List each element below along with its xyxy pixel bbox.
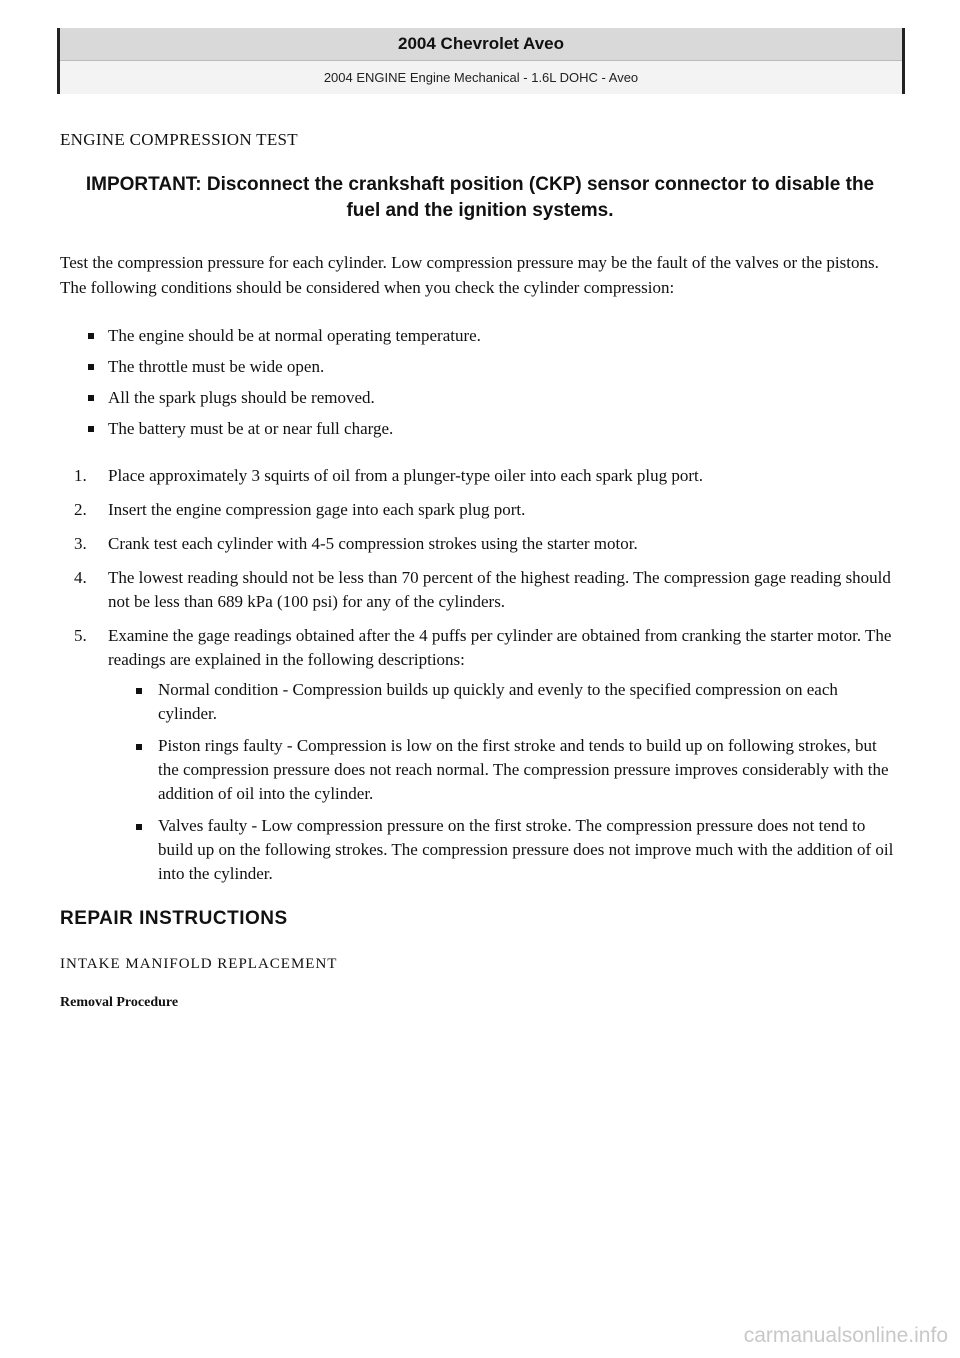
procedure-title: Removal Procedure: [60, 995, 179, 1010]
list-item: [88, 320, 900, 351]
subsection-title: INTAKE MANIFOLD REPLACEMENT: [60, 956, 338, 972]
step-item: [60, 464, 900, 488]
step-number: 1.: [74, 466, 87, 485]
watermark: carmanualsonline.info: [743, 1324, 948, 1347]
bullet-icon: [88, 364, 94, 370]
step-number: 5.: [74, 626, 87, 645]
step-number: 4.: [74, 568, 87, 587]
step-item: [60, 532, 900, 556]
step-item: [60, 624, 900, 886]
procedure-steps: [60, 464, 900, 886]
step-text: Place approximately 3 squirts of oil from a plunger-type oiler into each spark plug port.: [108, 466, 703, 485]
step-text: Crank test each cylinder with 4-5 compression strokes using the starter motor.: [108, 534, 638, 553]
bullet-icon: [136, 824, 142, 830]
section-title: ENGINE COMPRESSION TEST: [60, 130, 298, 149]
list-item: [136, 734, 900, 806]
bullet-icon: [88, 395, 94, 401]
list-item: [136, 814, 900, 886]
list-item: [136, 678, 900, 726]
list-item: [88, 351, 900, 382]
list-item: [88, 382, 900, 413]
condition-text: All the spark plugs should be removed.: [108, 388, 375, 407]
bullet-icon: [88, 333, 94, 339]
condition-text: The battery must be at or near full charge.: [108, 419, 394, 438]
conditions-list: [88, 320, 900, 444]
repair-instructions-heading: REPAIR INSTRUCTIONS: [60, 908, 288, 929]
document-header: [57, 28, 905, 94]
step-text: The lowest reading should not be less than 70 percent of the highest reading. The compression gage reading should not be less than 689 kPa (100 psi) for any of the cylinders.: [108, 568, 891, 611]
step-text: Insert the engine compression gage into each spark plug port.: [108, 500, 526, 519]
document-body: [60, 130, 900, 1011]
document-title: 2004 Chevrolet Aveo: [60, 28, 902, 61]
condition-text: The throttle must be wide open.: [108, 357, 325, 376]
step-item: [60, 498, 900, 522]
description-text: Normal condition - Compression builds up quickly and evenly to the specified compression on each cylinder.: [158, 680, 838, 723]
document-subtitle: 2004 ENGINE Engine Mechanical - 1.6L DOHC - Aveo: [60, 61, 902, 94]
descriptions-list: [136, 678, 900, 886]
intro-paragraph: Test the compression pressure for each cylinder. Low compression pressure may be the fault of the valves or the pistons. The following conditions should be considered when you check the cylinder compression:: [60, 253, 879, 297]
bullet-icon: [136, 744, 142, 750]
important-note: IMPORTANT: Disconnect the crankshaft position (CKP) sensor connector to disable the fuel and the ignition systems.: [85, 174, 875, 221]
list-item: [88, 413, 900, 444]
description-text: Valves faulty - Low compression pressure on the first stroke. The compression pressure does not tend to build up on the following strokes. The compression pressure does not improve much with the addition of oil into the cylinder.: [158, 816, 894, 883]
step-number: 2.: [74, 500, 87, 519]
step-number: 3.: [74, 534, 87, 553]
step-text: Examine the gage readings obtained after the 4 puffs per cylinder are obtained from cranking the starter motor. The readings are explained in the following descriptions:: [108, 626, 892, 669]
bullet-icon: [88, 426, 94, 432]
condition-text: The engine should be at normal operating temperature.: [108, 326, 481, 345]
step-item: [60, 566, 900, 614]
bullet-icon: [136, 688, 142, 694]
description-text: Piston rings faulty - Compression is low on the first stroke and tends to build up on following strokes, but the compression pressure does not reach normal. The compression pressure improves considerably with the addition of oil into the cylinder.: [158, 736, 889, 803]
